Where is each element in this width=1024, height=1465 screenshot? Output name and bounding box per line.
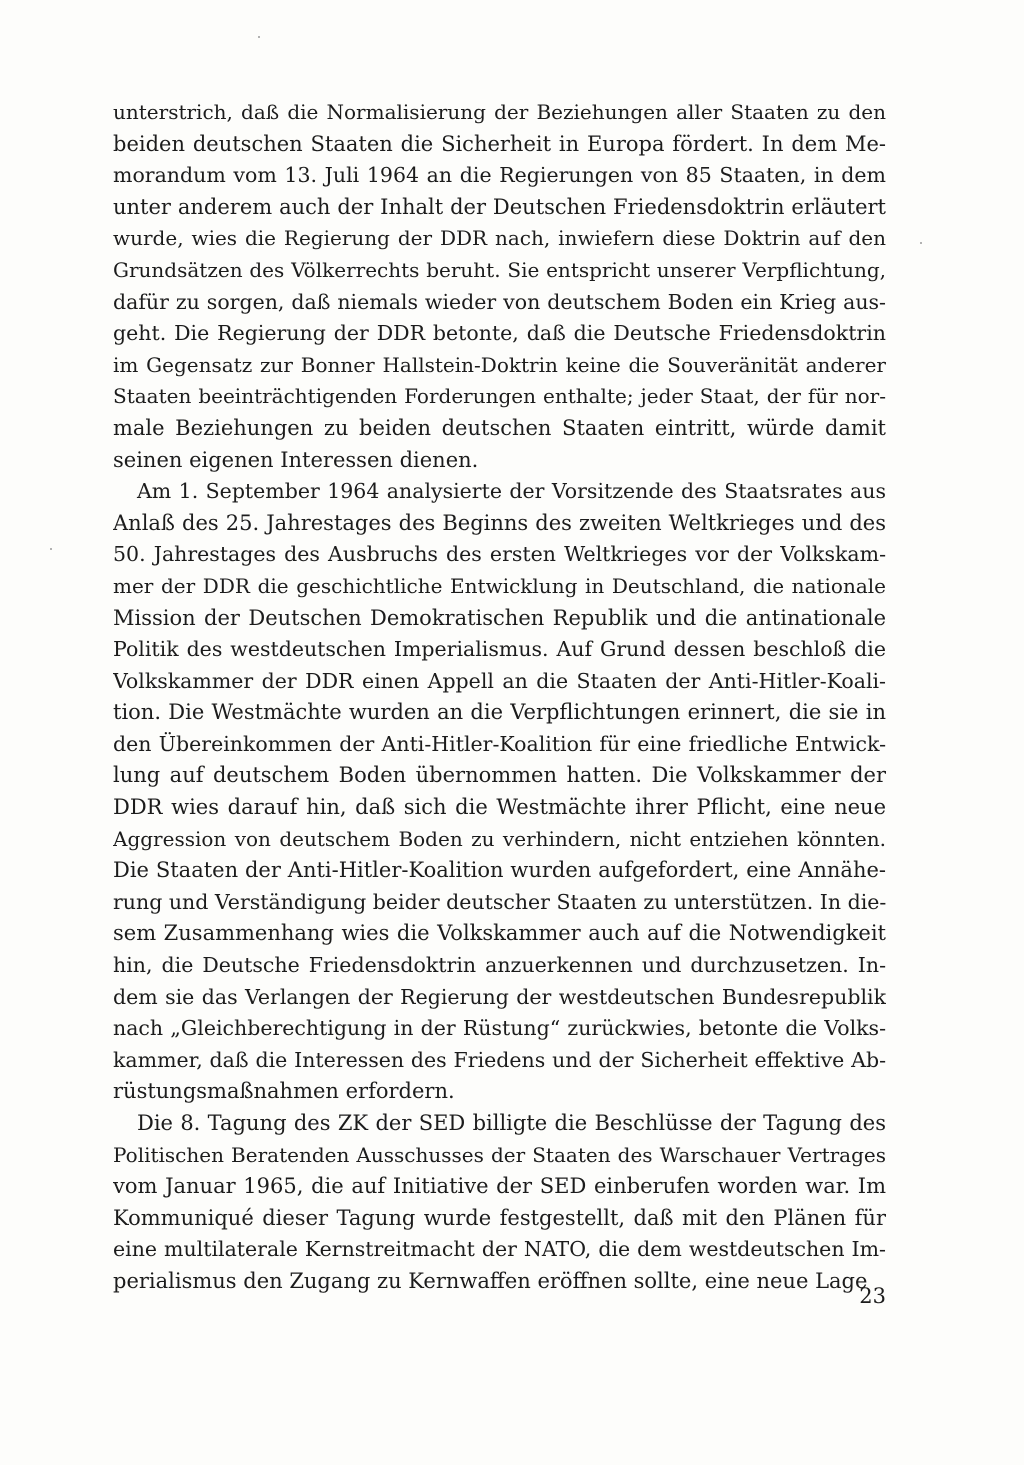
- text-line: sem Zusammenhang wies die Volkskammer auch auf die Notwendigkeit: [113, 921, 886, 946]
- text-line: unter anderem auch der Inhalt der Deutschen Friedensdoktrin erläutert: [113, 194, 886, 219]
- text-line: kammer, daß die Interessen des Friedens und der Sicherheit effektive Ab-: [113, 1047, 886, 1072]
- text-line: Politischen Beratenden Ausschusses der Staaten des Warschauer Vertrages: [113, 1142, 886, 1167]
- text-line: DDR wies darauf hin, daß sich die Westmächte ihrer Pflicht, eine neue: [113, 795, 886, 820]
- text-line: Aggression von deutschem Boden zu verhindern, nicht entziehen könnten.: [113, 826, 886, 851]
- text-line: Grundsätzen des Völkerrechts beruht. Sie entspricht unserer Verpflichtung,: [113, 257, 886, 282]
- body-text: [113, 97, 886, 1298]
- text-line: Die Staaten der Anti-Hitler-Koalition wurden aufgefordert, eine Annähe-: [113, 858, 886, 883]
- text-line: Anlaß des 25. Jahrestages des Beginns des zweiten Weltkrieges und des: [113, 510, 886, 535]
- text-line: vom Januar 1965, die auf Initiative der SED einberufen worden war. Im: [113, 1174, 886, 1199]
- text-line: Politik des westdeutschen Imperialismus. Auf Grund dessen beschloß die: [113, 637, 886, 662]
- text-line: Die 8. Tagung des ZK der SED billigte die Beschlüsse der Tagung des: [137, 1111, 886, 1135]
- text-line: lung auf deutschem Boden übernommen hatten. Die Volkskammer der: [113, 763, 886, 788]
- text-line: dafür zu sorgen, daß niemals wieder von deutschem Boden ein Krieg aus-: [113, 289, 886, 314]
- text-line: beiden deutschen Staaten die Sicherheit in Europa fördert. In dem Me-: [113, 131, 886, 156]
- text-line: Mission der Deutschen Demokratischen Republik und die antinationale: [113, 605, 886, 630]
- paper-speck: [920, 242, 922, 244]
- text-line: rung und Verständigung beider deutscher Staaten zu unterstützen. In die-: [113, 889, 886, 914]
- text-line: Am 1. September 1964 analysierte der Vorsitzende des Staatsrates aus: [137, 479, 886, 504]
- text-line: perialismus den Zugang zu Kernwaffen eröffnen sollte, eine neue Lage: [113, 1268, 868, 1293]
- text-line: wurde, wies die Regierung der DDR nach, inwiefern diese Doktrin auf den: [113, 226, 886, 251]
- text-line: unterstrich, daß die Normalisierung der Beziehungen aller Staaten zu den: [113, 100, 886, 124]
- text-line: rüstungsmaßnahmen erfordern.: [113, 1079, 455, 1104]
- text-line: male Beziehungen zu beiden deutschen Staaten eintritt, würde damit: [113, 415, 886, 440]
- paragraph: [113, 97, 886, 476]
- paragraph: [113, 476, 886, 1108]
- text-line: tion. Die Westmächte wurden an die Verpflichtungen erinnert, die sie in: [113, 700, 886, 725]
- text-line: dem sie das Verlangen der Regierung der westdeutschen Bundesrepublik: [113, 984, 886, 1009]
- paper-speck: [50, 548, 52, 550]
- page-number: 23: [859, 1284, 886, 1308]
- text-line: Volkskammer der DDR einen Appell an die Staaten der Anti-Hitler-Koali-: [113, 668, 886, 693]
- text-line: morandum vom 13. Juli 1964 an die Regierungen von 85 Staaten, in dem: [113, 163, 886, 188]
- text-line: Staaten beeinträchtigenden Forderungen enthalte; jeder Staat, der für nor-: [113, 384, 886, 409]
- text-line: eine multilaterale Kernstreitmacht der NATO, die dem westdeutschen Im-: [113, 1237, 886, 1262]
- text-line: 50. Jahrestages des Ausbruchs des ersten Weltkrieges vor der Volkskam-: [113, 542, 886, 567]
- text-line: seinen eigenen Interessen dienen.: [113, 447, 479, 472]
- paper-speck: [258, 36, 260, 38]
- text-line: den Übereinkommen der Anti-Hitler-Koalition für eine friedliche Entwick-: [113, 731, 886, 756]
- paragraph: [113, 1108, 886, 1298]
- text-line: im Gegensatz zur Bonner Hallstein-Doktrin keine die Souveränität anderer: [113, 352, 886, 377]
- text-line: mer der DDR die geschichtliche Entwicklung in Deutschland, die nationale: [113, 573, 886, 598]
- text-line: nach „Gleichberechtigung in der Rüstung“ zurückwies, betonte die Volks-: [113, 1016, 886, 1041]
- text-line: Kommuniqué dieser Tagung wurde festgestellt, daß mit den Plänen für: [113, 1205, 886, 1230]
- text-line: hin, die Deutsche Friedensdoktrin anzuerkennen und durchzusetzen. In-: [113, 953, 886, 978]
- text-line: geht. Die Regierung der DDR betonte, daß die Deutsche Friedensdoktrin: [113, 321, 886, 346]
